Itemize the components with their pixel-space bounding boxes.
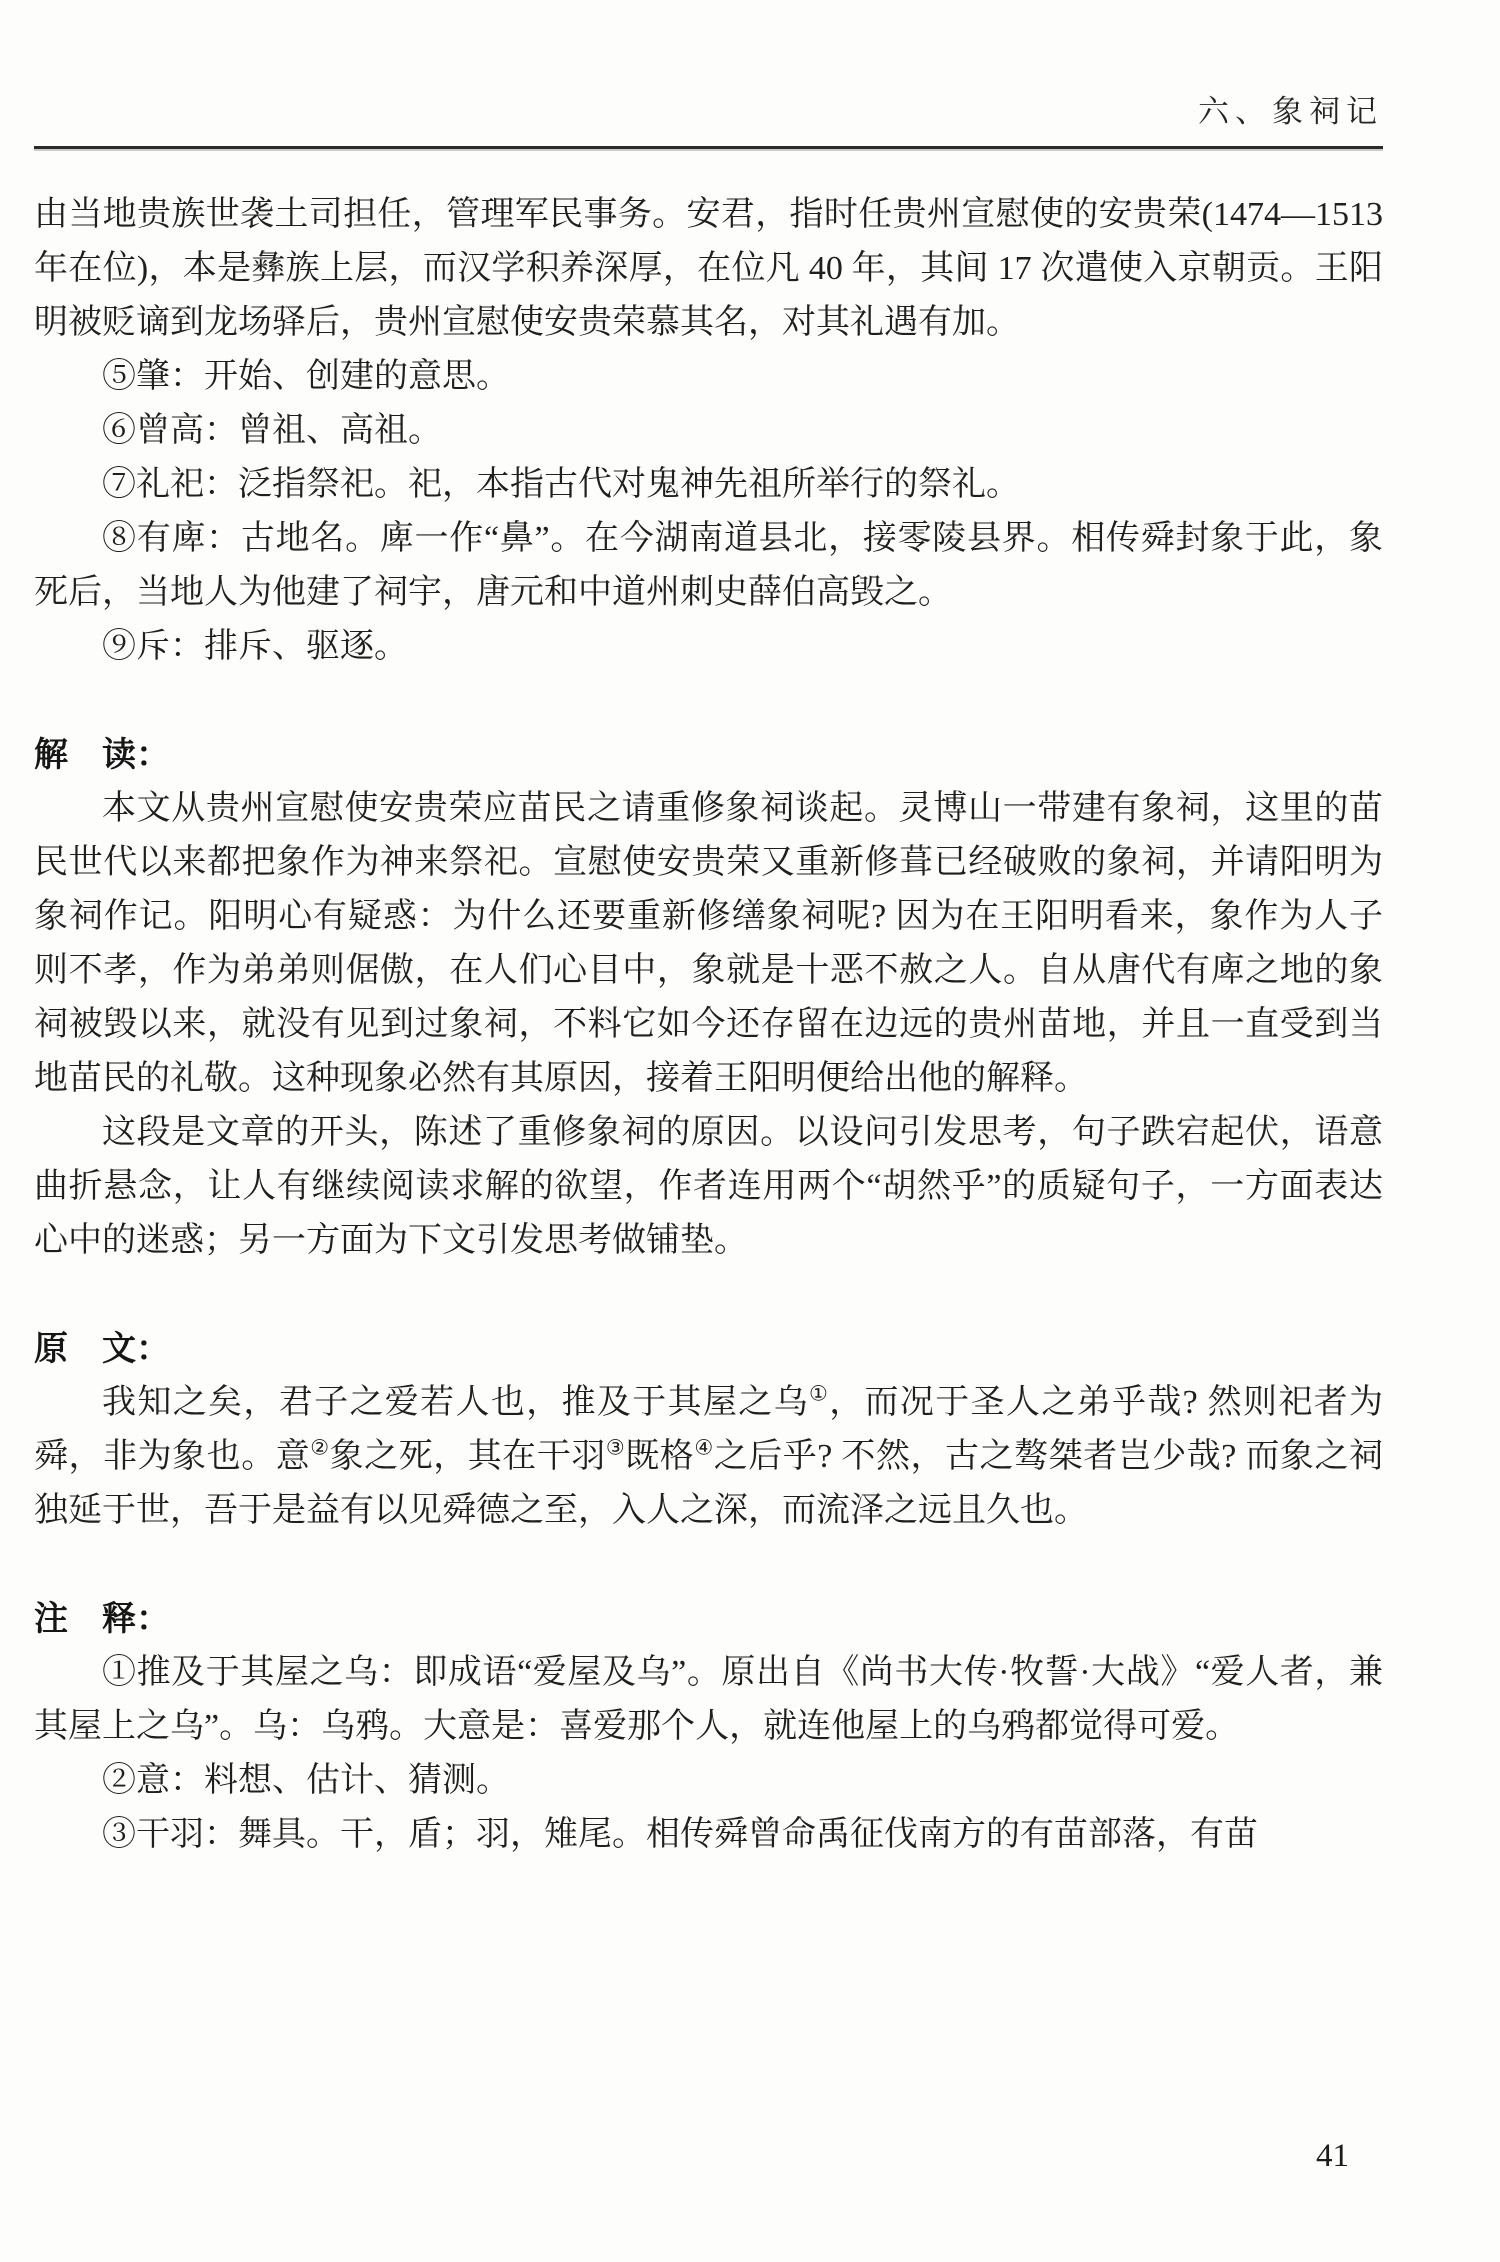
section-heading-yuanwen: 原 文： — [34, 1329, 170, 1369]
yuanwen-text-segment: 象之死，其在干羽 — [329, 1438, 606, 1475]
section-heading-zhushi: 注 释： — [34, 1599, 170, 1639]
note-item-7: ⑦礼祀：泛指祭祀。祀，本指古代对鬼神先祖所举行的祭礼。 — [102, 466, 1020, 503]
footnote-ref-4: ④ — [694, 1435, 714, 1460]
note-item-5: ⑤肇：开始、创建的意思。 — [102, 358, 510, 395]
footnote-ref-3: ③ — [605, 1435, 626, 1460]
note-item-6: ⑥曾高：曾祖、高祖。 — [102, 412, 442, 449]
footnote-ref-2: ② — [310, 1435, 330, 1460]
zhushi-item-2: ②意：料想、估计、猜测。 — [102, 1762, 510, 1799]
page-number: 41 — [1316, 2138, 1349, 2174]
yuanwen-text-segment: 我知之矣，君子之爱若人也，推及于其屋之乌 — [102, 1384, 809, 1421]
footnote-ref-1: ① — [809, 1381, 830, 1406]
zhushi-item-1: ①推及于其屋之乌：即成语“爱屋及乌”。原出自《尚书大传·牧誓·大战》“爱人者，兼其屋上之乌”。乌：乌鸦。大意是：喜爱那个人，就连他屋上的乌鸦都觉得可爱。 — [34, 1654, 1383, 1745]
running-header: 六、象祠记 — [1198, 94, 1383, 129]
yuanwen-text-segment: 之后乎? 不然，古之骜桀者岂少哉? 而象之祠独延于世，吾于是益有以见舜德之至，入人之深，而流泽之远且久也。 — [34, 1438, 1383, 1529]
header-rule — [34, 146, 1383, 149]
page-content — [34, 188, 1383, 1862]
note4-continuation-paragraph: 由当地贵族世袭土司担任，管理军民事务。安君，指时任贵州宣慰使的安贵荣(1474—1513 年在位)，本是彝族上层，而汉学积养深厚，在位凡 40 年，其间 17 次遣使入京朝贡。王阳明被贬谪到龙场驿后，贵州宣慰使安贵荣慕其名，对其礼遇有加。 — [34, 196, 1383, 341]
yuanwen-text-segment: ，而况于圣人之弟乎哉? 然则祀者为舜，非为象也。意 — [34, 1384, 1384, 1475]
jiedu-paragraph-2: 这段是文章的开头，陈述了重修象祠的原因。以设问引发思考，句子跌宕起伏，语意曲折悬念，让人有继续阅读求解的欲望，作者连用两个“胡然乎”的质疑句子，一方面表达心中的迷惑；另一方面为下文引发思考做铺垫。 — [34, 1114, 1383, 1259]
section-heading-jiedu: 解 读： — [34, 735, 170, 775]
yuanwen-text-segment: 既格 — [625, 1438, 695, 1475]
jiedu-paragraph-1: 本文从贵州宣慰使安贵荣应苗民之请重修象祠谈起。灵博山一带建有象祠，这里的苗民世代以来都把象作为神来祭祀。宣慰使安贵荣又重新修葺已经破败的象祠，并请阳明为象祠作记。阳明心有疑惑：为什么还要重新修缮象祠呢? 因为在王阳明看来，象作为人子则不孝，作为弟弟则倨傲，在人们心目中，象就是十恶不赦之人。自从唐代有庳之地的象祠被毁以来，就没有见到过象祠，不料它如今还存留在边远的贵州苗地，并且一直受到当地苗民的礼敬。这种现象必然有其原因，接着王阳明便给出他的解释。 — [34, 790, 1383, 1097]
note-item-9: ⑨斥：排斥、驱逐。 — [102, 628, 408, 665]
zhushi-item-3: ③干羽：舞具。干，盾；羽，雉尾。相传舜曾命禹征伐南方的有苗部落，有苗 — [102, 1816, 1258, 1853]
yuanwen-paragraph — [34, 1376, 1383, 1538]
note-item-8: ⑧有庳：古地名。庳一作“鼻”。在今湖南道县北，接零陵县界。相传舜封象于此，象死后，当地人为他建了祠宇，唐元和中道州刺史薛伯高毁之。 — [34, 520, 1383, 611]
